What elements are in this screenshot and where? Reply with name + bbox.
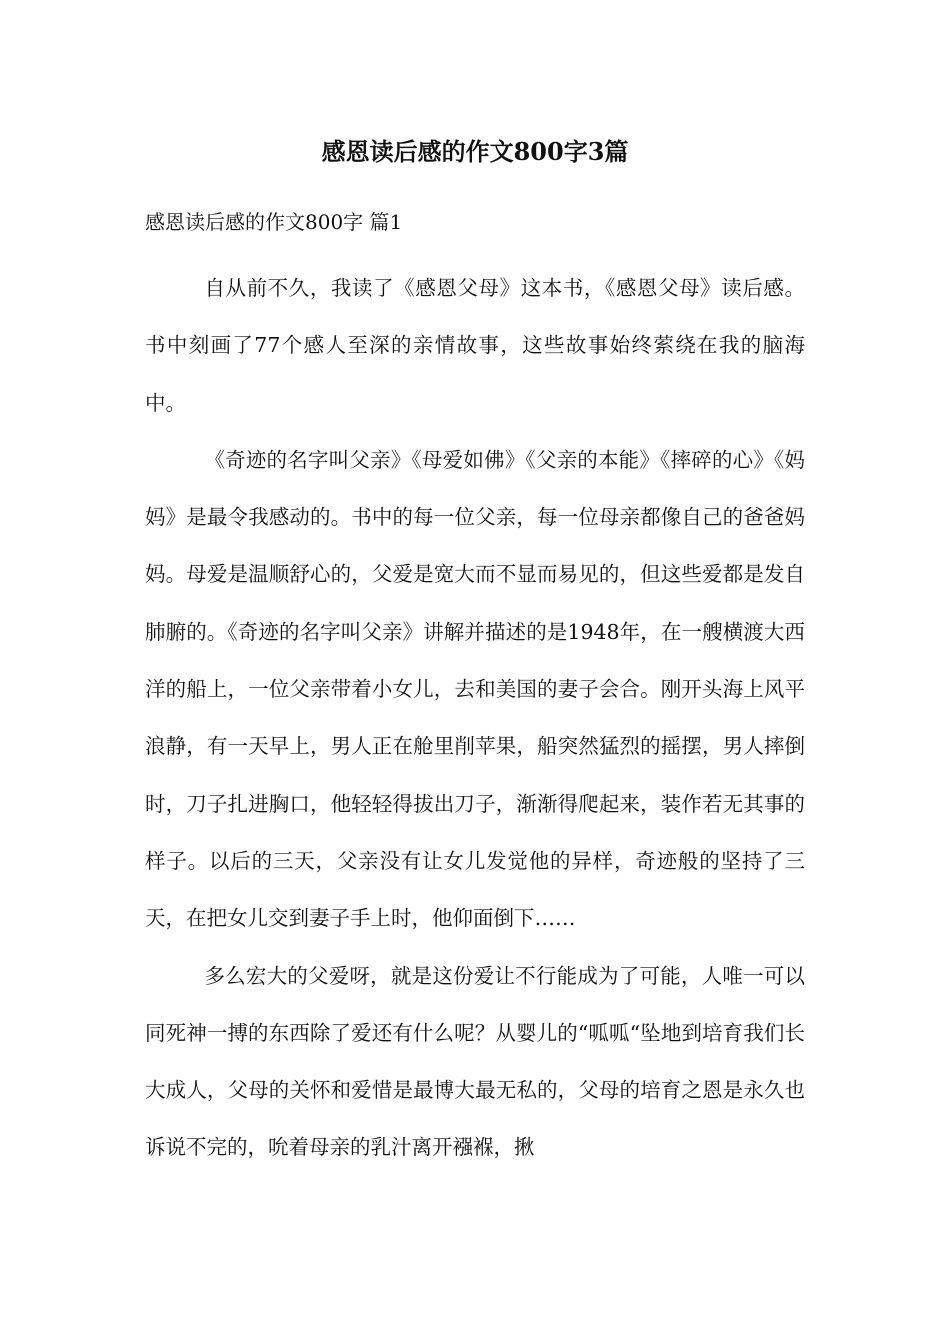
section-heading: 感恩读后感的作文800字 篇1 xyxy=(145,210,403,234)
paragraph-2: 《奇迹的名字叫父亲》《母爱如佛》《父亲的本能》《摔碎的心》《妈妈》是最令我感动的。书中的每一位父亲，每一位母亲都像自己的爸爸妈妈。母爱是温顺舒心的，父爱是宽大而不显而易见的，但这些爱都是发自肺腑的。《奇迹的名字叫父亲》讲解并描述的是1948年，在一艘横渡大西洋的船上，一位父亲带着小女儿，去和美国的妻子会合。刚开头海上风平浪静，有一天早上，男人正在舱里削苹果，船突然猛烈的摇摆，男人摔倒时，刀子扎进胸口，他轻轻得拔出刀子，渐渐得爬起来，装作若无其事的样子。以后的三天，父亲没有让女儿发觉他的异样，奇迹般的坚持了三天，在把女儿交到妻子手上时，他仰面倒下…… xyxy=(145,447,805,931)
document-body xyxy=(145,260,805,1177)
paragraph-3: 多么宏大的父爱呀，就是这份爱让不行能成为了可能，人唯一可以同死神一搏的东西除了爱还有什么呢？从婴儿的“呱呱“坠地到培育我们长大成人，父母的关怀和爱惜是最博大最无私的，父母的培育之恩是永久也诉说不完的，吮着母亲的乳汁离开襁褓，揪 xyxy=(145,963,805,1160)
paragraph-1: 自从前不久，我读了《感恩父母》这本书，《感恩父母》读后感。书中刻画了77个感人至深的亲情故事，这些故事始终萦绕在我的脑海中。 xyxy=(145,276,805,415)
document-title: 感恩读后感的作文800字3篇 xyxy=(321,137,629,166)
